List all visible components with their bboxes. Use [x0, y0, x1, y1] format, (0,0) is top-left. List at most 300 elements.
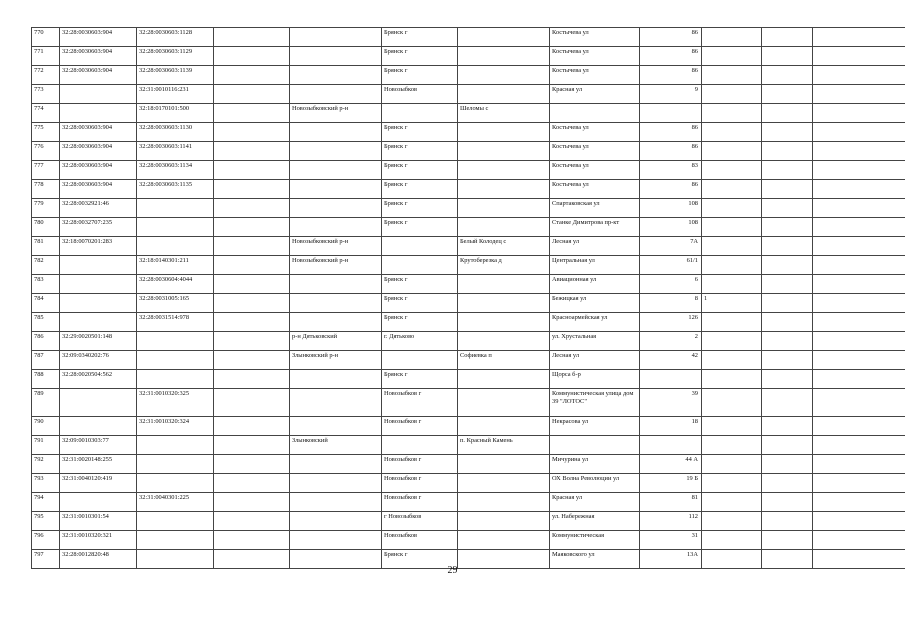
- cell-city: Брянск г: [382, 550, 458, 569]
- cell-object-number: [137, 332, 214, 351]
- cell-col-extra-1: [702, 237, 762, 256]
- cell-house-number: 81: [640, 493, 702, 512]
- cell-parcel-number: [60, 294, 137, 313]
- cell-row-number: 786: [32, 332, 60, 351]
- cell-col-extra-3: [813, 161, 905, 180]
- cell-street: Станке Димитрова пр-кт: [550, 218, 640, 237]
- cell-object-number: 32:18:0140301:211: [137, 256, 214, 275]
- cell-settlement: [458, 161, 550, 180]
- cell-col-extra-3: [813, 332, 905, 351]
- cell-district: [290, 199, 382, 218]
- cell-object-number: 32:28:0030603:1130: [137, 123, 214, 142]
- cell-street: Костычева ул: [550, 180, 640, 199]
- cell-object-number: [137, 436, 214, 455]
- cell-street: Бежицкая ул: [550, 294, 640, 313]
- cell-col-extra-2: [762, 142, 813, 161]
- cell-col-extra-3: [813, 436, 905, 455]
- cell-col-extra-1: [702, 66, 762, 85]
- cell-col-extra-3: [813, 66, 905, 85]
- cell-street: ОХ Волна Революции ул: [550, 474, 640, 493]
- cell-city: Брянск г: [382, 161, 458, 180]
- cell-col-extra-2: [762, 161, 813, 180]
- cell-street: [550, 104, 640, 123]
- cell-house-number: 19 Б: [640, 474, 702, 493]
- cell-col-extra-2: [762, 313, 813, 332]
- cell-city: Новозыбков г: [382, 455, 458, 474]
- cell-col-extra-1: [702, 436, 762, 455]
- cell-city: г. Дятьково: [382, 332, 458, 351]
- cell-col-extra-3: [813, 493, 905, 512]
- cell-col-empty-1: [214, 417, 290, 436]
- cell-row-number: 781: [32, 237, 60, 256]
- cell-col-extra-3: [813, 85, 905, 104]
- table-row: [32, 237, 905, 256]
- cell-parcel-number: 32:28:0030603:904: [60, 142, 137, 161]
- cell-col-extra-1: [702, 85, 762, 104]
- cell-district: [290, 294, 382, 313]
- cell-col-extra-2: [762, 351, 813, 370]
- cell-col-extra-3: [813, 256, 905, 275]
- cell-col-empty-1: [214, 474, 290, 493]
- cell-col-empty-1: [214, 275, 290, 294]
- cell-col-extra-3: [813, 294, 905, 313]
- cell-col-extra-2: [762, 332, 813, 351]
- cell-col-extra-2: [762, 85, 813, 104]
- cell-col-extra-1: [702, 455, 762, 474]
- cell-col-extra-2: [762, 493, 813, 512]
- table-row: [32, 85, 905, 104]
- cell-street: [550, 436, 640, 455]
- cell-house-number: 86: [640, 180, 702, 199]
- cell-col-empty-1: [214, 66, 290, 85]
- cell-street: Коммунистическая улица дом 39 "ЛОТОС": [550, 389, 640, 417]
- cell-object-number: [137, 474, 214, 493]
- cell-object-number: 32:28:0031514:978: [137, 313, 214, 332]
- cell-city: Брянск г: [382, 123, 458, 142]
- cell-col-extra-2: [762, 123, 813, 142]
- cell-street: Коммунистическая: [550, 531, 640, 550]
- cell-col-extra-1: [702, 313, 762, 332]
- cell-district: [290, 47, 382, 66]
- cell-city: [382, 256, 458, 275]
- cell-object-number: [137, 351, 214, 370]
- cell-object-number: [137, 237, 214, 256]
- cell-parcel-number: [60, 389, 137, 417]
- cell-district: Злынковский р-н: [290, 351, 382, 370]
- cell-city: [382, 104, 458, 123]
- cell-col-empty-1: [214, 370, 290, 389]
- cell-col-extra-2: [762, 28, 813, 47]
- cell-row-number: 792: [32, 455, 60, 474]
- cell-object-number: [137, 370, 214, 389]
- cell-settlement: [458, 275, 550, 294]
- cell-col-extra-2: [762, 436, 813, 455]
- cell-district: [290, 389, 382, 417]
- cell-city: г Новозыбков: [382, 512, 458, 531]
- cell-col-extra-1: [702, 512, 762, 531]
- cell-col-empty-1: [214, 332, 290, 351]
- cell-district: [290, 218, 382, 237]
- cell-settlement: [458, 85, 550, 104]
- cell-col-empty-1: [214, 294, 290, 313]
- cell-col-extra-3: [813, 370, 905, 389]
- cell-parcel-number: [60, 493, 137, 512]
- cell-col-extra-3: [813, 237, 905, 256]
- cell-col-extra-3: [813, 104, 905, 123]
- cell-house-number: 86: [640, 66, 702, 85]
- cell-col-empty-1: [214, 256, 290, 275]
- cell-col-extra-3: [813, 351, 905, 370]
- table-row: [32, 256, 905, 275]
- cell-street: Костычева ул: [550, 161, 640, 180]
- cell-col-empty-1: [214, 47, 290, 66]
- cell-parcel-number: 32:28:0032921:46: [60, 199, 137, 218]
- cell-settlement: [458, 512, 550, 531]
- cell-house-number: 86: [640, 28, 702, 47]
- cell-city: [382, 237, 458, 256]
- cell-house-number: 108: [640, 199, 702, 218]
- cell-col-extra-2: [762, 417, 813, 436]
- cell-house-number: [640, 104, 702, 123]
- table-row: [32, 389, 905, 417]
- cell-object-number: 32:28:0030603:1139: [137, 66, 214, 85]
- cell-street: Спартаковская ул: [550, 199, 640, 218]
- cell-settlement: [458, 370, 550, 389]
- cell-district: [290, 180, 382, 199]
- cell-district: [290, 161, 382, 180]
- table-row: [32, 531, 905, 550]
- cell-settlement: [458, 218, 550, 237]
- table-row: [32, 417, 905, 436]
- cell-settlement: [458, 199, 550, 218]
- cell-house-number: 7А: [640, 237, 702, 256]
- cell-district: [290, 370, 382, 389]
- cell-col-extra-3: [813, 455, 905, 474]
- cell-settlement: [458, 142, 550, 161]
- table-row: [32, 218, 905, 237]
- cell-col-extra-2: [762, 66, 813, 85]
- cell-col-extra-3: [813, 474, 905, 493]
- cell-street: Костычева ул: [550, 47, 640, 66]
- cell-house-number: 31: [640, 531, 702, 550]
- cell-col-extra-1: [702, 180, 762, 199]
- cell-col-empty-1: [214, 237, 290, 256]
- cell-row-number: 777: [32, 161, 60, 180]
- cell-row-number: 772: [32, 66, 60, 85]
- cell-house-number: 86: [640, 123, 702, 142]
- cell-house-number: 9: [640, 85, 702, 104]
- cell-row-number: 787: [32, 351, 60, 370]
- cell-city: Брянск г: [382, 313, 458, 332]
- cell-object-number: [137, 531, 214, 550]
- cell-object-number: 32:18:0170101:500: [137, 104, 214, 123]
- cell-house-number: 18: [640, 417, 702, 436]
- cell-col-empty-1: [214, 123, 290, 142]
- cell-parcel-number: [60, 256, 137, 275]
- cell-row-number: 796: [32, 531, 60, 550]
- table-row: [32, 313, 905, 332]
- cell-settlement: [458, 28, 550, 47]
- cell-col-extra-3: [813, 142, 905, 161]
- cell-col-empty-1: [214, 313, 290, 332]
- cell-row-number: 780: [32, 218, 60, 237]
- cell-house-number: [640, 436, 702, 455]
- cell-row-number: 776: [32, 142, 60, 161]
- cell-row-number: 784: [32, 294, 60, 313]
- cell-object-number: 32:28:0030603:1134: [137, 161, 214, 180]
- cell-col-extra-2: [762, 474, 813, 493]
- cell-col-extra-1: [702, 531, 762, 550]
- cell-col-empty-1: [214, 85, 290, 104]
- cell-col-extra-3: [813, 47, 905, 66]
- cell-col-extra-2: [762, 104, 813, 123]
- cell-object-number: 32:28:0031005:165: [137, 294, 214, 313]
- cell-col-extra-2: [762, 218, 813, 237]
- cell-row-number: 795: [32, 512, 60, 531]
- cell-parcel-number: [60, 313, 137, 332]
- cell-settlement: [458, 47, 550, 66]
- cell-col-extra-3: [813, 417, 905, 436]
- cell-parcel-number: [60, 104, 137, 123]
- table-row: [32, 66, 905, 85]
- cell-street: Красноармейская ул: [550, 313, 640, 332]
- table-row: [32, 123, 905, 142]
- cell-settlement: Шеломы с: [458, 104, 550, 123]
- cell-col-empty-1: [214, 180, 290, 199]
- cell-district: [290, 66, 382, 85]
- cell-col-extra-2: [762, 531, 813, 550]
- cell-col-extra-1: 1: [702, 294, 762, 313]
- cell-city: Новозыбков: [382, 531, 458, 550]
- table-row: [32, 275, 905, 294]
- cell-house-number: 8: [640, 294, 702, 313]
- table-row: [32, 332, 905, 351]
- table-row: [32, 351, 905, 370]
- table-row: [32, 199, 905, 218]
- cell-house-number: 112: [640, 512, 702, 531]
- cell-object-number: 32:28:0030603:1128: [137, 28, 214, 47]
- table-row: [32, 142, 905, 161]
- cell-object-number: 32:31:0010320:325: [137, 389, 214, 417]
- table-row: [32, 436, 905, 455]
- cell-object-number: [137, 199, 214, 218]
- cell-parcel-number: 32:28:0020504:562: [60, 370, 137, 389]
- cell-house-number: 6: [640, 275, 702, 294]
- cell-house-number: 86: [640, 47, 702, 66]
- cell-col-extra-3: [813, 199, 905, 218]
- page-number: 29: [447, 565, 458, 576]
- cell-row-number: 797: [32, 550, 60, 569]
- cell-settlement: [458, 313, 550, 332]
- cell-parcel-number: 32:28:0030603:904: [60, 47, 137, 66]
- cell-city: Новозыбков г: [382, 474, 458, 493]
- cell-col-extra-1: [702, 332, 762, 351]
- cell-street: Костычева ул: [550, 123, 640, 142]
- cell-col-extra-3: [813, 180, 905, 199]
- cell-col-extra-1: [702, 123, 762, 142]
- register-body: [32, 28, 905, 569]
- cell-parcel-number: 32:28:0012820:48: [60, 550, 137, 569]
- cell-object-number: [137, 512, 214, 531]
- cell-row-number: 785: [32, 313, 60, 332]
- cell-object-number: 32:31:0010116:231: [137, 85, 214, 104]
- cell-col-extra-3: [813, 218, 905, 237]
- cell-row-number: 782: [32, 256, 60, 275]
- cell-row-number: 783: [32, 275, 60, 294]
- cell-row-number: 773: [32, 85, 60, 104]
- cell-col-extra-1: [702, 218, 762, 237]
- cell-parcel-number: 32:28:0030603:904: [60, 123, 137, 142]
- cell-parcel-number: 32:28:0030603:904: [60, 28, 137, 47]
- cell-row-number: 778: [32, 180, 60, 199]
- cell-city: Брянск г: [382, 294, 458, 313]
- cell-col-extra-1: [702, 493, 762, 512]
- cell-col-extra-1: [702, 417, 762, 436]
- cell-district: [290, 85, 382, 104]
- cell-settlement: [458, 123, 550, 142]
- cell-district: р-н Дятьковский: [290, 332, 382, 351]
- cell-col-empty-1: [214, 531, 290, 550]
- cell-object-number: [137, 218, 214, 237]
- cell-settlement: Белый Колодец с: [458, 237, 550, 256]
- cell-col-extra-1: [702, 104, 762, 123]
- cell-col-extra-2: [762, 199, 813, 218]
- cell-col-empty-1: [214, 455, 290, 474]
- table-row: [32, 47, 905, 66]
- cell-city: Новозыбков г: [382, 389, 458, 417]
- cell-district: Новозыбковский р-н: [290, 256, 382, 275]
- cell-col-empty-1: [214, 389, 290, 417]
- cell-settlement: [458, 531, 550, 550]
- cell-row-number: 794: [32, 493, 60, 512]
- cell-col-extra-1: [702, 161, 762, 180]
- cell-parcel-number: 32:29:0020501:148: [60, 332, 137, 351]
- cell-object-number: 32:28:0030603:1135: [137, 180, 214, 199]
- cell-settlement: Крутоберезка д: [458, 256, 550, 275]
- cell-city: Брянск г: [382, 370, 458, 389]
- cell-street: Костычева ул: [550, 142, 640, 161]
- cell-parcel-number: [60, 417, 137, 436]
- cell-street: Лесная ул: [550, 351, 640, 370]
- cell-col-extra-2: [762, 370, 813, 389]
- cell-house-number: 108: [640, 218, 702, 237]
- cell-col-extra-2: [762, 237, 813, 256]
- cell-city: Брянск г: [382, 218, 458, 237]
- cell-col-extra-1: [702, 275, 762, 294]
- cell-city: Новозыбков г: [382, 493, 458, 512]
- cell-street: Мичурина ул: [550, 455, 640, 474]
- table-row: [32, 104, 905, 123]
- cell-row-number: 774: [32, 104, 60, 123]
- cell-row-number: 790: [32, 417, 60, 436]
- cell-parcel-number: 32:28:0030603:904: [60, 161, 137, 180]
- cell-district: Злынковский: [290, 436, 382, 455]
- cell-district: [290, 493, 382, 512]
- cell-col-empty-1: [214, 436, 290, 455]
- cell-house-number: 39: [640, 389, 702, 417]
- cell-row-number: 788: [32, 370, 60, 389]
- cell-parcel-number: 32:28:0030603:904: [60, 66, 137, 85]
- cell-city: Брянск г: [382, 275, 458, 294]
- cell-street: Красная ул: [550, 85, 640, 104]
- cell-district: [290, 474, 382, 493]
- cell-street: Щорса б-р: [550, 370, 640, 389]
- cell-col-extra-1: [702, 199, 762, 218]
- cell-col-extra-2: [762, 256, 813, 275]
- cell-district: Новозыбковский р-н: [290, 237, 382, 256]
- cell-col-extra-1: [702, 142, 762, 161]
- cell-city: Брянск г: [382, 47, 458, 66]
- cell-house-number: 42: [640, 351, 702, 370]
- cell-settlement: [458, 474, 550, 493]
- cell-city: Новозыбков г: [382, 417, 458, 436]
- cell-settlement: [458, 493, 550, 512]
- cell-district: [290, 313, 382, 332]
- cell-object-number: 32:28:0030603:1141: [137, 142, 214, 161]
- cell-city: Брянск г: [382, 66, 458, 85]
- cell-col-empty-1: [214, 218, 290, 237]
- cell-col-extra-3: [813, 28, 905, 47]
- cell-district: [290, 512, 382, 531]
- cell-settlement: п. Красный Камень: [458, 436, 550, 455]
- cell-settlement: [458, 455, 550, 474]
- cell-street: Некрасова ул: [550, 417, 640, 436]
- cell-street: Лесная ул: [550, 237, 640, 256]
- cell-col-extra-3: [813, 313, 905, 332]
- cell-house-number: 44 А: [640, 455, 702, 474]
- cell-settlement: [458, 332, 550, 351]
- cell-city: Брянск г: [382, 142, 458, 161]
- cell-col-extra-3: [813, 531, 905, 550]
- cell-settlement: [458, 417, 550, 436]
- cell-settlement: [458, 66, 550, 85]
- cell-col-extra-2: [762, 275, 813, 294]
- cell-city: Новозыбков: [382, 85, 458, 104]
- cell-col-empty-1: [214, 351, 290, 370]
- cell-city: Брянск г: [382, 199, 458, 218]
- table-row: [32, 512, 905, 531]
- cell-col-extra-3: [813, 123, 905, 142]
- cell-row-number: 789: [32, 389, 60, 417]
- cell-col-empty-1: [214, 104, 290, 123]
- cell-district: [290, 123, 382, 142]
- cell-col-extra-2: [762, 512, 813, 531]
- table-row: [32, 455, 905, 474]
- cell-district: [290, 455, 382, 474]
- cell-city: Брянск г: [382, 180, 458, 199]
- cell-col-extra-1: [702, 370, 762, 389]
- cell-street: Костычева ул: [550, 66, 640, 85]
- cell-street: Центральная ул: [550, 256, 640, 275]
- cell-city: Брянск г: [382, 28, 458, 47]
- cell-col-empty-1: [214, 512, 290, 531]
- cell-parcel-number: 32:31:0010320:321: [60, 531, 137, 550]
- cell-parcel-number: 32:28:0030603:904: [60, 180, 137, 199]
- cell-col-extra-3: [813, 275, 905, 294]
- cell-col-empty-1: [214, 28, 290, 47]
- table-row: [32, 474, 905, 493]
- cell-district: [290, 142, 382, 161]
- cell-row-number: 775: [32, 123, 60, 142]
- cell-col-extra-2: [762, 180, 813, 199]
- cell-parcel-number: 32:28:0032707:235: [60, 218, 137, 237]
- cell-col-extra-2: [762, 47, 813, 66]
- cell-house-number: 13А: [640, 550, 702, 569]
- cell-col-empty-1: [214, 161, 290, 180]
- cell-district: [290, 417, 382, 436]
- cell-object-number: 32:28:0030604:4044: [137, 275, 214, 294]
- cell-col-extra-1: [702, 389, 762, 417]
